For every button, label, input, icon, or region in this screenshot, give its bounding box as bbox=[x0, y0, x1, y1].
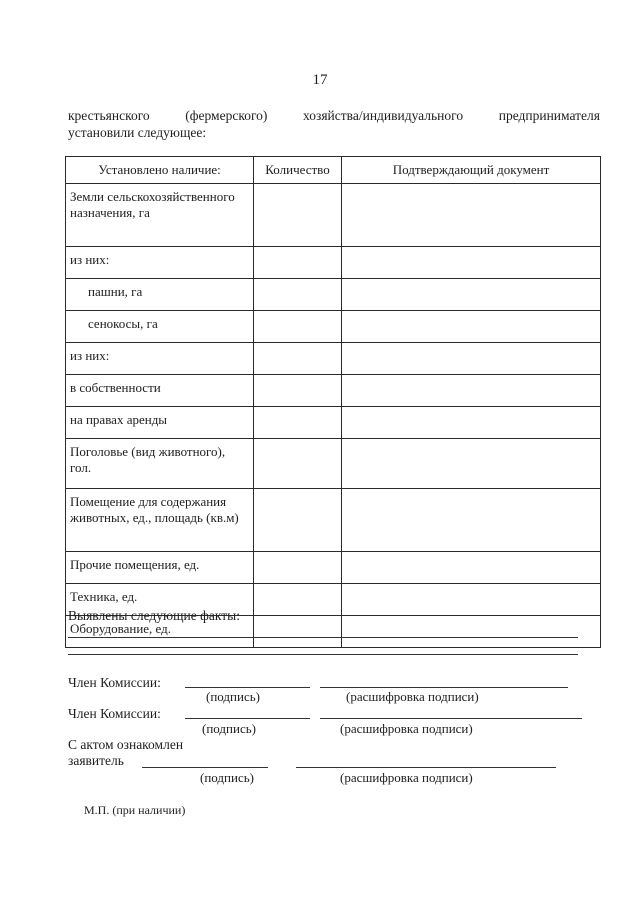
applicant-signature-line[interactable] bbox=[142, 767, 268, 768]
intro-line-2: установили следующее: bbox=[68, 125, 207, 140]
page-number: 17 bbox=[312, 72, 328, 88]
quantity-cell[interactable] bbox=[254, 343, 342, 375]
row-label: сенокосы, га bbox=[66, 311, 254, 343]
intro-word: (фермерского) bbox=[185, 108, 268, 123]
header-document: Подтверждающий документ bbox=[342, 157, 601, 184]
quantity-cell[interactable] bbox=[254, 616, 342, 648]
document-cell[interactable] bbox=[342, 584, 601, 616]
document-cell[interactable] bbox=[342, 247, 601, 279]
row-label: Помещение для содержания животных, ед., площадь (кв.м) bbox=[66, 489, 254, 552]
decoding-caption: (расшифровка подписи) bbox=[346, 689, 479, 704]
document-cell[interactable] bbox=[342, 407, 601, 439]
document-cell[interactable] bbox=[342, 552, 601, 584]
commission-member-2-label: Член Комиссии: bbox=[68, 706, 161, 721]
quantity-cell[interactable] bbox=[254, 375, 342, 407]
row-label: Техника, ед. bbox=[66, 584, 254, 616]
table-row bbox=[66, 311, 601, 343]
document-cell[interactable] bbox=[342, 343, 601, 375]
member-2-decoding-line[interactable] bbox=[320, 718, 582, 719]
row-label: на правах аренды bbox=[66, 407, 254, 439]
table-header-row bbox=[66, 157, 601, 184]
signature-caption: (подпись) bbox=[200, 770, 254, 785]
document-cell[interactable] bbox=[342, 439, 601, 489]
decoding-caption: (расшифровка подписи) bbox=[340, 770, 473, 785]
inspection-table bbox=[65, 156, 601, 648]
table-row bbox=[66, 343, 601, 375]
header-quantity: Количество bbox=[254, 157, 342, 184]
table-row bbox=[66, 279, 601, 311]
row-label: Поголовье (вид животного), гол. bbox=[66, 439, 254, 489]
document-cell[interactable] bbox=[342, 279, 601, 311]
acknowledged-label: С актом ознакомлен bbox=[68, 737, 184, 752]
table-row bbox=[66, 439, 601, 489]
decoding-caption: (расшифровка подписи) bbox=[340, 721, 473, 736]
applicant-decoding-line[interactable] bbox=[296, 767, 556, 768]
row-label: Прочие помещения, ед. bbox=[66, 552, 254, 584]
commission-member-1-label: Член Комиссии: bbox=[68, 675, 161, 690]
facts-line-2[interactable] bbox=[68, 654, 578, 655]
applicant-label: заявитель bbox=[68, 753, 124, 768]
quantity-cell[interactable] bbox=[254, 279, 342, 311]
document-cell[interactable] bbox=[342, 489, 601, 552]
quantity-cell[interactable] bbox=[254, 489, 342, 552]
quantity-cell[interactable] bbox=[254, 552, 342, 584]
facts-line-1[interactable] bbox=[68, 637, 578, 638]
quantity-cell[interactable] bbox=[254, 584, 342, 616]
signature-caption: (подпись) bbox=[206, 689, 260, 704]
document-cell[interactable] bbox=[342, 311, 601, 343]
table-row bbox=[66, 247, 601, 279]
document-cell[interactable] bbox=[342, 375, 601, 407]
quantity-cell[interactable] bbox=[254, 184, 342, 247]
member-2-signature-line[interactable] bbox=[185, 718, 310, 719]
intro-word: хозяйства/индивидуального bbox=[303, 108, 464, 123]
table-row bbox=[66, 489, 601, 552]
member-1-signature-line[interactable] bbox=[185, 687, 310, 688]
table-row bbox=[66, 407, 601, 439]
signature-caption: (подпись) bbox=[202, 721, 256, 736]
quantity-cell[interactable] bbox=[254, 247, 342, 279]
row-label: пашни, га bbox=[66, 279, 254, 311]
facts-label: Выявлены следующие факты: bbox=[68, 608, 240, 623]
stamp-note: М.П. (при наличии) bbox=[84, 803, 186, 817]
row-label: из них: bbox=[66, 247, 254, 279]
header-present: Установлено наличие: bbox=[66, 157, 254, 184]
table-row bbox=[66, 375, 601, 407]
intro-word: предпринимателя bbox=[498, 108, 600, 123]
quantity-cell[interactable] bbox=[254, 439, 342, 489]
member-1-decoding-line[interactable] bbox=[320, 687, 568, 688]
row-label: Земли сельскохозяйственного назначения, га bbox=[66, 184, 254, 247]
document-cell[interactable] bbox=[342, 616, 601, 648]
row-label: из них: bbox=[66, 343, 254, 375]
quantity-cell[interactable] bbox=[254, 407, 342, 439]
table-row bbox=[66, 184, 601, 247]
row-label: Оборудование, ед. bbox=[66, 616, 254, 648]
table-row bbox=[66, 552, 601, 584]
document-cell[interactable] bbox=[342, 184, 601, 247]
quantity-cell[interactable] bbox=[254, 311, 342, 343]
intro-word: крестьянского bbox=[68, 108, 150, 123]
intro-text bbox=[68, 107, 600, 141]
row-label: в собственности bbox=[66, 375, 254, 407]
